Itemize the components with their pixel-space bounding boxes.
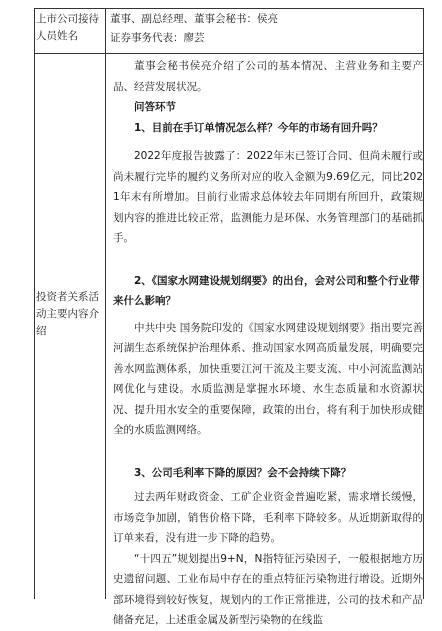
reception-staff-label: 上市公司接待人员姓名 xyxy=(36,13,99,42)
question-3: 3、公司毛利率下降的原因？会不会持续下降？ xyxy=(134,466,352,479)
question-2: 2、《国家水网建设规划纲要》的出台，会对公司和整个行业带来什么影响？ xyxy=(113,274,420,307)
qa-section-title: 问答环节 xyxy=(134,101,176,113)
staff-line-2: 证券事务代表：廖芸 xyxy=(110,32,205,44)
reception-staff-list xyxy=(110,10,420,48)
activity-content xyxy=(113,56,423,631)
intro-paragraph: 董事会秘书侯亮介绍了公司的基本情况、主营业务和主要产品、经营发展状况。 xyxy=(113,60,423,93)
row-divider xyxy=(34,53,423,54)
activity-content-label: 投资者关系活动主要内容介绍 xyxy=(36,291,99,337)
table-border-right xyxy=(423,8,424,599)
question-1: 1、目前在手订单情况怎么样？今年的市场有回升吗？ xyxy=(134,121,383,134)
answer-1: 2022年度报告披露了：2022年末已签订合同、但尚未履行或尚未履行完毕的履约义务所对应的收入金额为9.69亿元，同比2021年末有所增加。目前行业需求总体较去年同期有所回升，政策规划内容的推进比较正常，监测能力是环保、水务管理部门的基础抓手。 xyxy=(113,150,423,244)
table-border-top xyxy=(34,8,423,9)
column-divider xyxy=(105,8,106,599)
answer-3: 过去两年财政资金、工矿企业资金普遍吃紧，需求增长缓慢，市场竞争加剧，销售价格下降，毛利率下降较多。从近期新取得的订单来看，没有进一步下降的趋势。 xyxy=(113,491,423,544)
answer-3-continued: “十四五”规划提出9+N，N指特征污染因子，一般根据地方历史遗留问题、工业布局中存在的重点特征污染物进行增设。近期外部环境得到较好恢复，规划内的工作正常推进，公司的技术和产品储备充足，上述重金属及新型污染物的在线监 xyxy=(113,552,423,626)
staff-line-1: 董事、副总经理、董事会秘书：侯亮 xyxy=(110,13,278,25)
table-border-left xyxy=(34,8,35,599)
answer-2: 中共中央 国务院印发的《国家水网建设规划纲要》指出要完善河湖生态系统保护治理体系、推动国家水网高质量发展，明确要完善水网监测体系，加快重要江河干流及主要支流、中小河流监测站网优化与建设。水质监测是掌握水环境、水生态质量和水资源状况、提升用水安全的重要保障，政策的出台，将有利于加快形成健全的水质监测网络。 xyxy=(113,321,423,436)
